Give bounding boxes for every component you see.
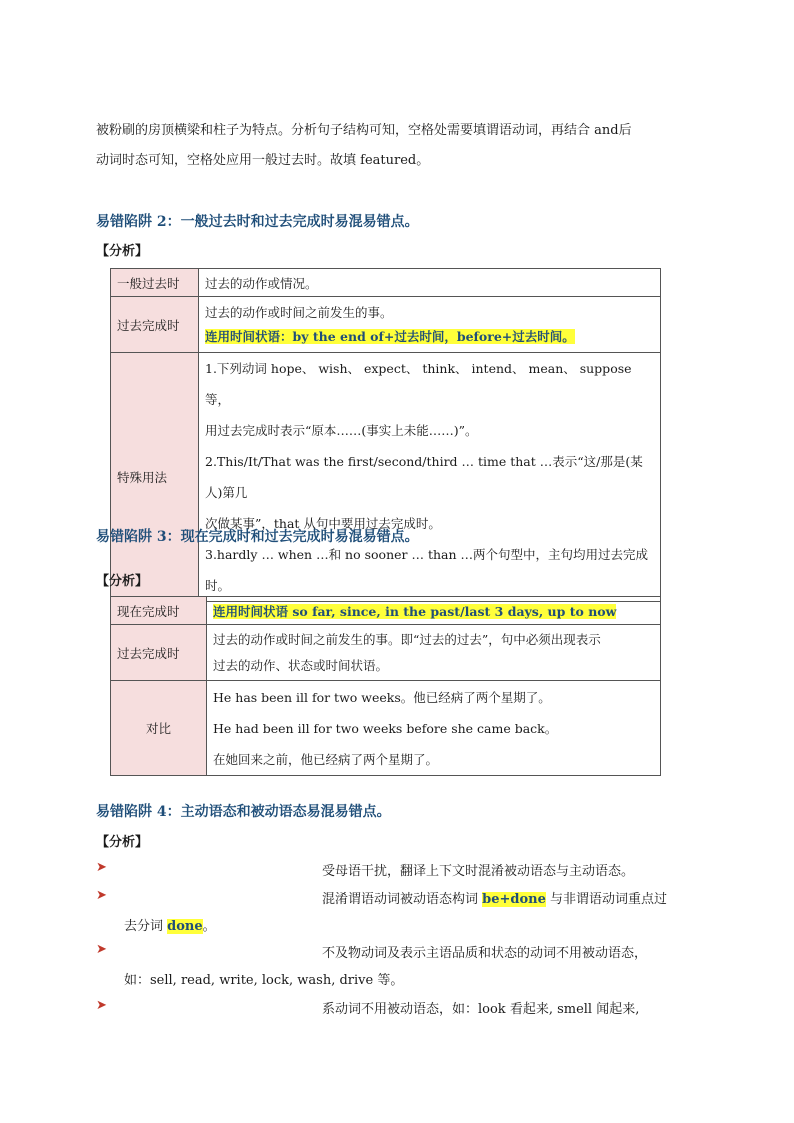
table-row bbox=[111, 353, 661, 602]
bullet-2-line-2-pre: 去分词 bbox=[124, 919, 168, 934]
section-4-heading: 易错陷阱 4：主动语态和被动语态易混易错点。 bbox=[96, 804, 391, 820]
bullet-4-text: 系动词不用被动语态，如：look 看起来, smell 闻起来, bbox=[322, 1002, 640, 1017]
row-line: 2.This/It/That was the first/second/third … time that …表示“这/那是(某人)第几 bbox=[205, 454, 643, 500]
row-content bbox=[207, 625, 661, 681]
table-row bbox=[111, 681, 661, 776]
table-row bbox=[111, 597, 661, 625]
row-line: 次做某事”，that 从句中要用过去完成时。 bbox=[205, 516, 441, 531]
bullet-2-line-2-post: 。 bbox=[202, 919, 216, 934]
row-content bbox=[199, 353, 661, 602]
row-label: 特殊用法 bbox=[111, 353, 199, 602]
highlight-text: be+done bbox=[482, 892, 546, 907]
highlight-text: 连用时间状语 so far, since, in the past/last 3 days, up to now bbox=[213, 603, 617, 619]
bullet-2-pre: 混淆谓语动词被动语态构词 bbox=[322, 892, 483, 907]
bullet-1-text: 受母语干扰，翻译上下文时混淆被动语态与主动语态。 bbox=[322, 864, 635, 879]
table-row bbox=[111, 625, 661, 681]
table-row bbox=[111, 269, 661, 297]
bullet-arrow-icon: ➤ bbox=[96, 942, 107, 957]
intro-line-2: 动词时态可知，空格处应用一般过去时。故填 featured。 bbox=[96, 153, 430, 168]
row-label: 过去完成时 bbox=[111, 625, 207, 681]
section-4-analysis-label: 【分析】 bbox=[96, 835, 149, 850]
highlight-text: 连用时间状语：by the end of+过去时间，before+过去时间。 bbox=[205, 328, 575, 344]
bullet-2-line-2 bbox=[124, 915, 216, 934]
row-text: 过去的动作或时间之前发生的事。 bbox=[205, 304, 393, 320]
row-line: 3.hardly … when …和 no sooner … than …两个句型中，主句均用过去完成时。 bbox=[205, 547, 648, 593]
bullet-3-line-2: 如：sell, read, write, lock, wash, drive 等。 bbox=[124, 973, 404, 988]
bullet-arrow-icon: ➤ bbox=[96, 860, 107, 875]
intro-paragraph bbox=[96, 116, 696, 176]
row-label: 过去完成时 bbox=[111, 297, 199, 353]
table-row bbox=[111, 297, 661, 353]
row-line: 过去的动作、状态或时间状语。 bbox=[213, 657, 389, 673]
row-content bbox=[207, 681, 661, 776]
row-content bbox=[207, 597, 661, 625]
row-label: 现在完成时 bbox=[111, 597, 207, 625]
section-2-heading: 易错陷阱 2：一般过去时和过去完成时易混易错点。 bbox=[96, 214, 419, 230]
section-2-table bbox=[110, 268, 661, 602]
row-line: He had been ill for two weeks before she came back。 bbox=[213, 720, 558, 736]
row-label: 对比 bbox=[111, 681, 207, 776]
row-label: 一般过去时 bbox=[111, 269, 199, 297]
bullet-2-post: 与非谓语动词重点过 bbox=[545, 892, 668, 907]
row-line: 用过去完成时表示“原本……(事实上未能……)”。 bbox=[205, 423, 478, 438]
row-line: 过去的动作或时间之前发生的事。即“过去的过去”，句中必须出现表示 bbox=[213, 631, 601, 647]
intro-line-1: 被粉刷的房顶横梁和柱子为特点。分析句子结构可知，空格处需要填谓语动词，再结合 and后 bbox=[96, 123, 632, 138]
row-line: 在她回来之前，他已经病了两个星期了。 bbox=[213, 751, 439, 767]
section-3-analysis-label: 【分析】 bbox=[96, 574, 149, 589]
row-line: 1.下列动词 hope、 wish、 expect、 think、 intend、 mean、 suppose等， bbox=[205, 361, 632, 407]
row-line: He has been ill for two weeks。他已经病了两个星期了。 bbox=[213, 689, 551, 705]
bullet-2-text bbox=[322, 888, 667, 907]
row-content bbox=[199, 297, 661, 353]
bullet-arrow-icon: ➤ bbox=[96, 998, 107, 1013]
section-2-analysis-label: 【分析】 bbox=[96, 244, 149, 259]
highlight-text: done bbox=[167, 919, 203, 934]
bullet-3-text: 不及物动词及表示主语品质和状态的动词不用被动语态， bbox=[322, 946, 648, 961]
row-text: 过去的动作或情况。 bbox=[199, 269, 661, 297]
section-3-table bbox=[110, 596, 661, 776]
bullet-arrow-icon: ➤ bbox=[96, 888, 107, 903]
section-3-heading: 易错陷阱 3：现在完成时和过去完成时易混易错点。 bbox=[96, 529, 419, 545]
